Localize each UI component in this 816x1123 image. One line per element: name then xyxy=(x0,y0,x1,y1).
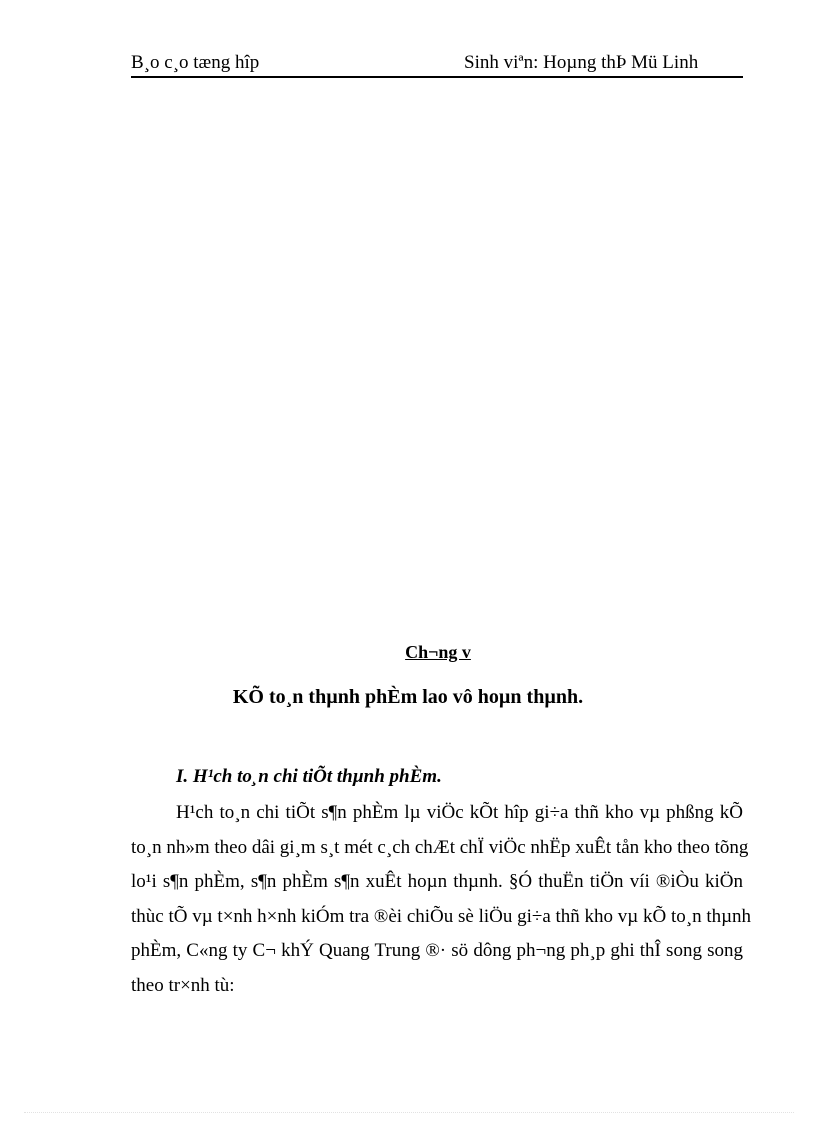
paragraph-line: thùc tÕ vµ t×nh h×nh kiÓm tra ®èi chiÕu sè liÖu gi÷a thñ kho vµ kÕ to¸n thµnh xyxy=(131,905,752,927)
footer-divider xyxy=(24,1112,794,1113)
chapter-label-text: Ch¬ng v xyxy=(405,642,471,662)
chapter-title: KÕ to¸n thµnh phÈm lao vô hoµn thµnh. xyxy=(232,686,584,708)
paragraph-line: theo tr×nh tù: xyxy=(131,974,235,996)
paragraph-line: H¹ch to¸n chi tiÕt s¶n phÈm lµ viÖc kÕt hîp gi÷a thñ kho vµ phßng kÕ xyxy=(176,802,743,823)
header-report-title: B¸o c¸o tæng hîp xyxy=(131,52,260,73)
chapter-label xyxy=(0,642,816,663)
paragraph-line: phÈm, C«ng ty C¬ khÝ Quang Trung ®· sö dông ph¬ng ph¸p ghi thÎ song song xyxy=(131,940,743,961)
paragraph-line: to¸n nh»m theo dâi gi¸m s¸t mét c¸ch chÆt chÏ viÖc nhËp xuÊt tån kho theo tõng xyxy=(131,836,749,858)
section-heading: I. H¹ch to¸n chi tiÕt thµnh phÈm. xyxy=(176,766,442,787)
body-paragraph xyxy=(131,796,752,1003)
page-header xyxy=(131,52,743,78)
header-student-name: Sinh viªn: Hoµng thÞ Mü Linh xyxy=(464,52,699,73)
paragraph-line: lo¹i s¶n phÈm, s¶n phÈm s¶n xuÊt hoµn thµnh. §Ó thuËn tiÖn víi ®iÒu kiÖn xyxy=(131,871,743,892)
